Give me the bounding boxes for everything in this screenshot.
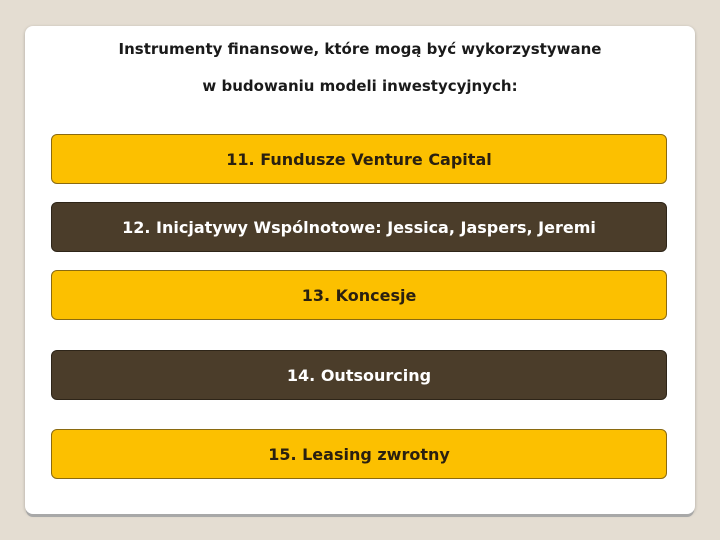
item-outsourcing: 14. Outsourcing (51, 350, 667, 400)
item-koncesje: 13. Koncesje (51, 270, 667, 320)
slide-panel (25, 26, 695, 514)
item-venture-capital: 11. Fundusze Venture Capital (51, 134, 667, 184)
heading-line-1: Instrumenty finansowe, które mogą być wykorzystywane (118, 40, 602, 58)
heading-line-2: w budowaniu modeli inwestycyjnych: (202, 77, 518, 95)
item-leasing-zwrotny: 15. Leasing zwrotny (51, 429, 667, 479)
item-inicjatywy-wspolnotowe: 12. Inicjatywy Wspólnotowe: Jessica, Jaspers, Jeremi (51, 202, 667, 252)
